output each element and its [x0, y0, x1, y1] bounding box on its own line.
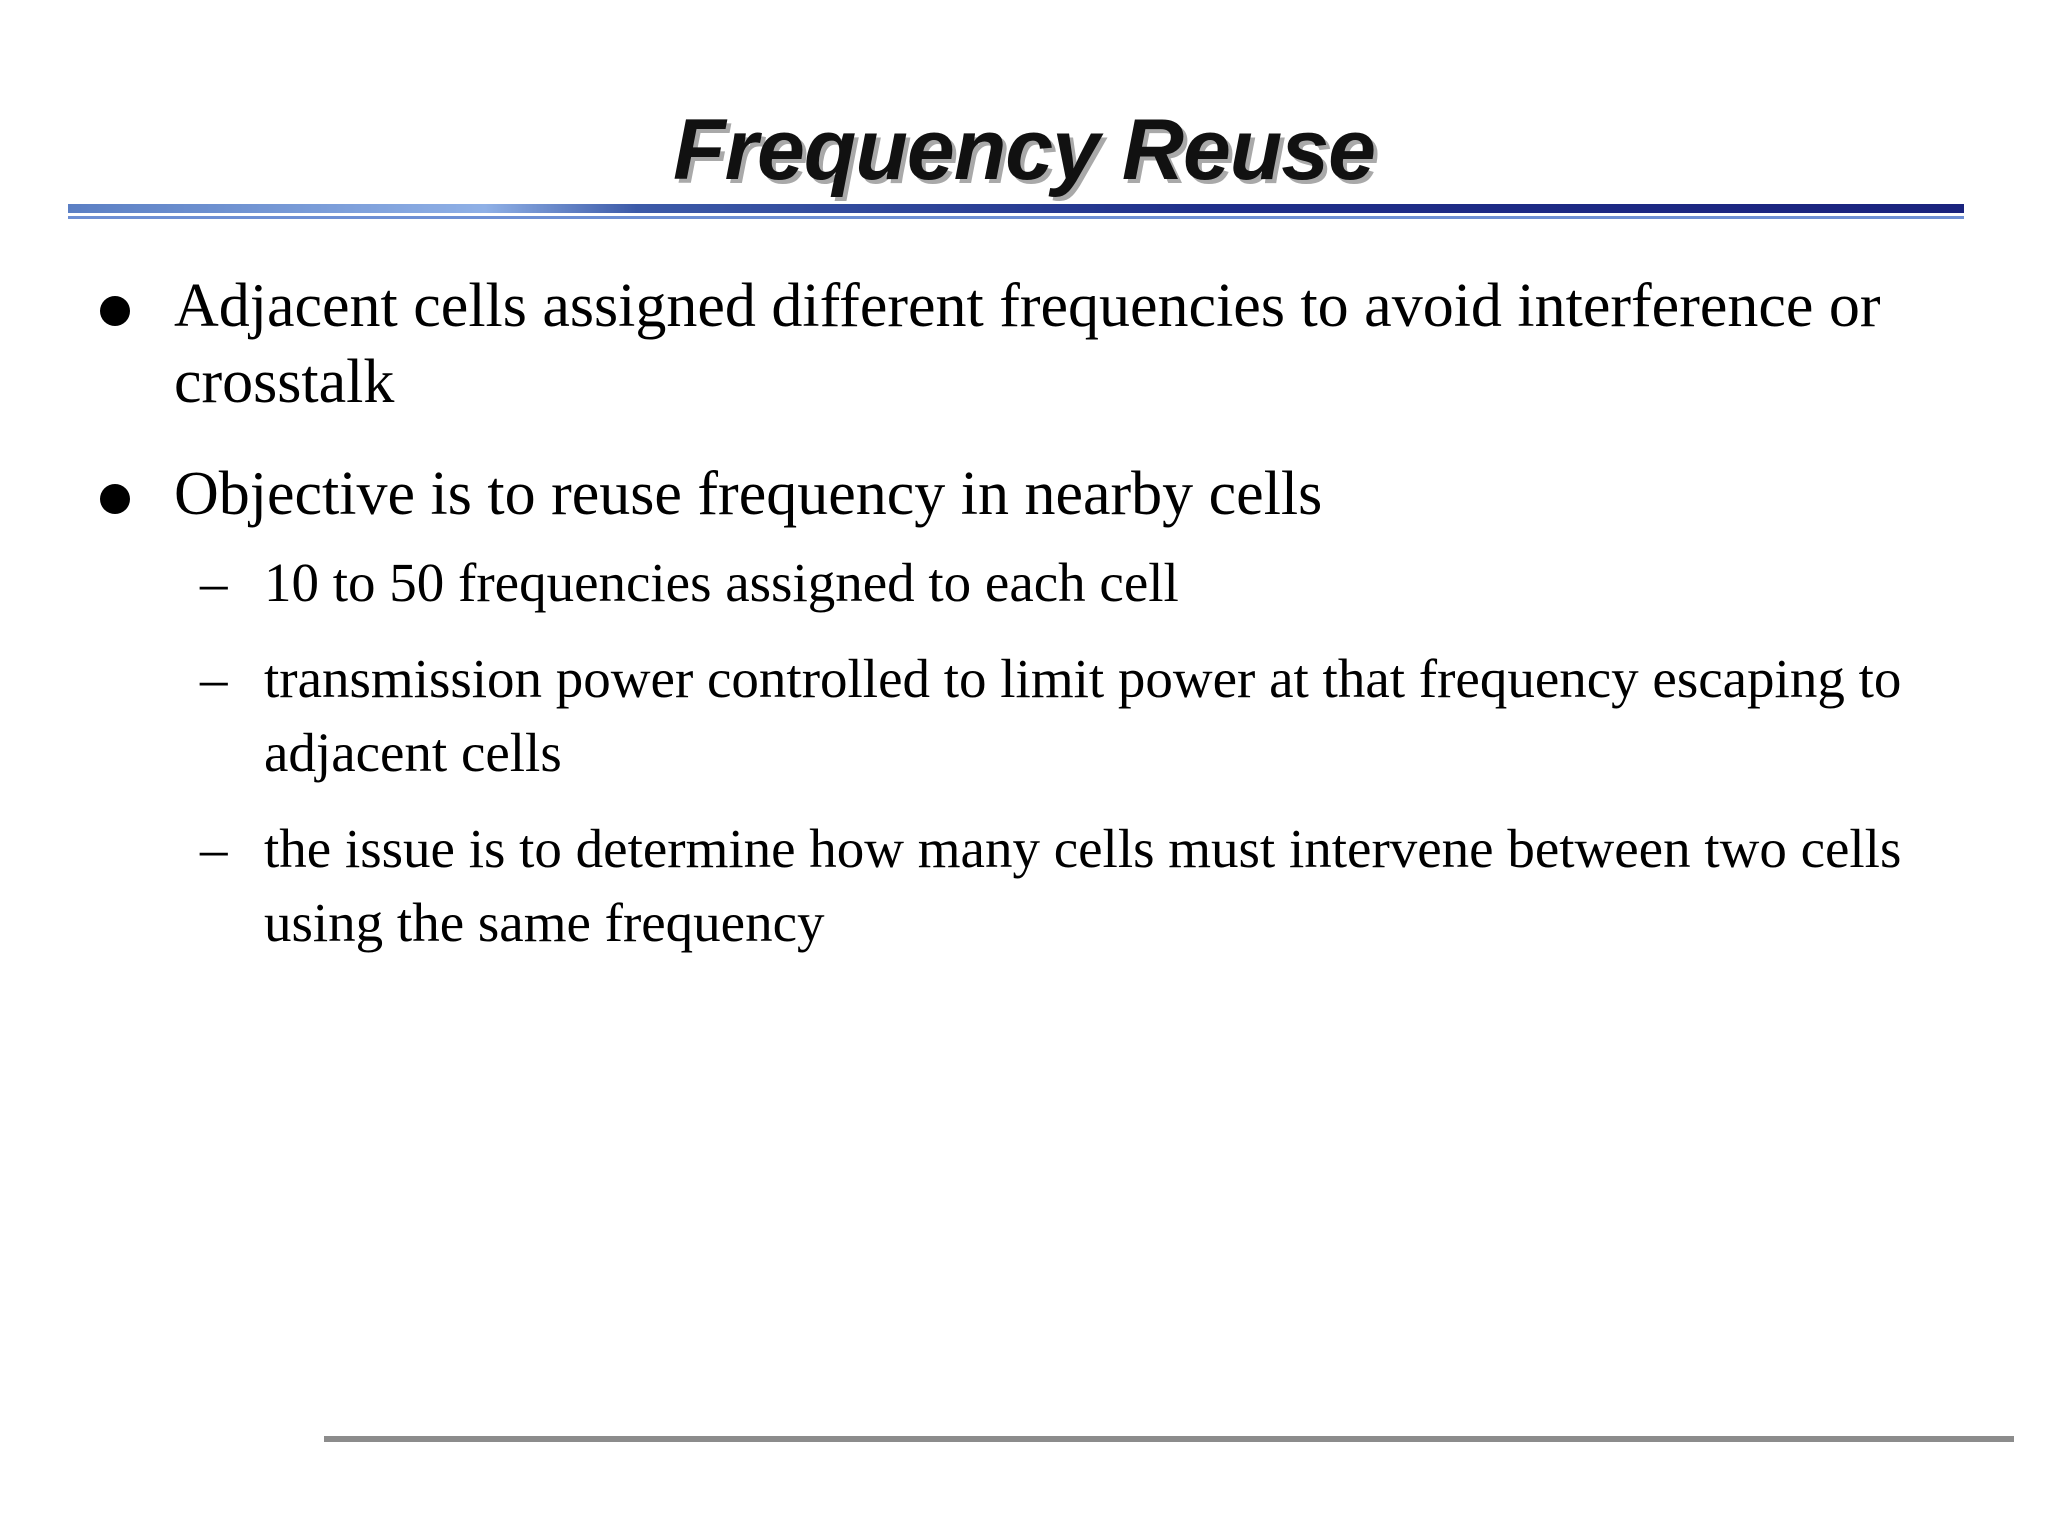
bullet-dot-icon	[100, 484, 130, 514]
bullet-text: Adjacent cells assigned different frequencies to avoid interference or crosstalk	[174, 272, 1881, 416]
sub-bullet-text: the issue is to determine how many cells must intervene between two cells using the same frequency	[264, 818, 1902, 953]
sub-bullet-item	[200, 812, 1944, 960]
sub-bullet-item	[200, 642, 1944, 790]
bullet-item	[174, 268, 1894, 420]
bullet-dot-icon	[100, 296, 130, 326]
sub-bullet-item	[200, 546, 1944, 620]
dash-icon: –	[200, 648, 228, 709]
sub-bullet-text: 10 to 50 frequencies assigned to each cell	[264, 552, 1179, 613]
bullet-item	[174, 456, 1894, 532]
title-underline-rule	[68, 204, 1964, 224]
footer-rule	[324, 1436, 2014, 1442]
slide-title: Frequency Reuse	[673, 102, 1375, 198]
dash-icon: –	[200, 818, 228, 879]
bullet-text: Objective is to reuse frequency in nearby cells	[174, 460, 1323, 528]
sub-bullet-text: transmission power controlled to limit power at that frequency escaping to adjacent cells	[264, 648, 1902, 783]
slide-body	[0, 268, 2048, 960]
dash-icon: –	[200, 552, 228, 613]
